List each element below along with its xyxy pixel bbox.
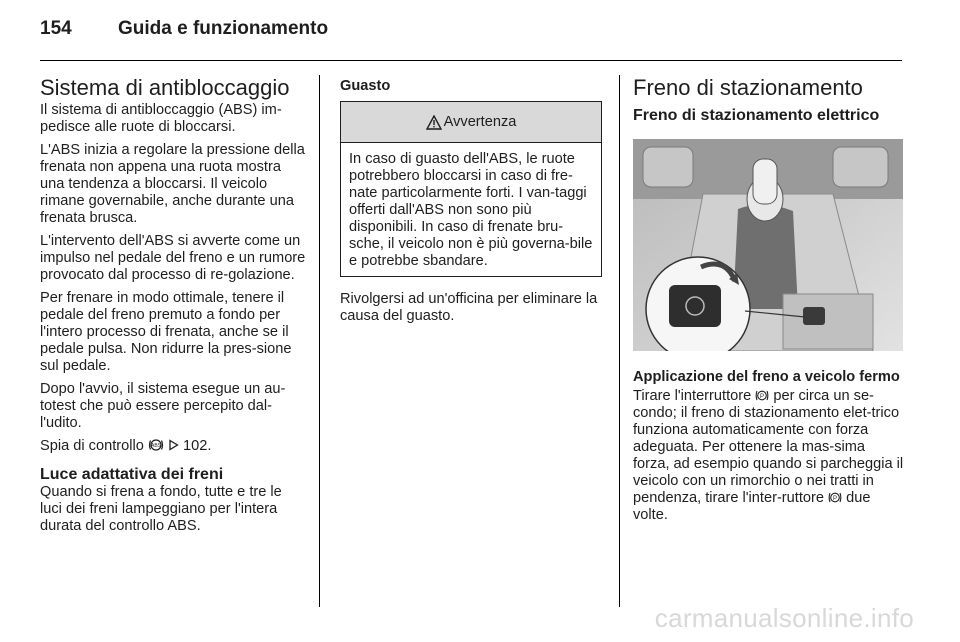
section-title-parking-brake: Freno di stazionamento	[633, 75, 863, 100]
watermark: carmanualsonline.info	[654, 603, 914, 633]
subheading-fault: Guasto	[340, 78, 391, 94]
paragraph-apply-brake	[633, 388, 905, 524]
column-middle	[340, 74, 602, 331]
body-part-3: due volte.	[633, 490, 871, 523]
header-divider	[40, 60, 902, 61]
svg-text:P: P	[760, 393, 765, 400]
warning-label: Avvertenza	[443, 113, 517, 130]
column-divider-2	[619, 75, 620, 607]
subheading-apply-brake: Applicazione del freno a veicolo fermo	[633, 369, 900, 385]
parking-brake-icon	[755, 389, 769, 402]
paragraph: Dopo l'avvio, il sistema esegue un au-totest che può essere percepito dal-l'udito.	[40, 381, 286, 431]
warning-triangle-icon	[426, 115, 442, 130]
parking-brake-icon	[828, 491, 842, 504]
subtitle-electric-parking-brake: Freno di stazionamento elettrico	[633, 107, 880, 124]
abs-warning-icon	[148, 438, 164, 452]
paragraph: Rivolgersi ad un'officina per eliminare la causa del guasto.	[340, 291, 598, 324]
warning-header	[341, 102, 601, 143]
page-number: 154	[40, 18, 72, 39]
svg-text:ABS: ABS	[150, 443, 161, 449]
column-right	[633, 74, 905, 530]
control-light-label: Spia di controllo	[40, 438, 144, 454]
column-left	[40, 74, 306, 541]
body-part-1: Tirare l'interruttore	[633, 388, 752, 404]
paragraph: L'ABS inizia a regolare la pressione della frenata non appena una ruota mostra una tendenza a bloccarsi. Il veicolo rimane governabile, anche durante una frenata brusca.	[40, 142, 305, 226]
subheading-brake-lights: Luce adattativa dei freni	[40, 466, 224, 483]
column-divider-1	[319, 75, 320, 607]
section-title-abs: Sistema di antibloccaggio	[40, 75, 290, 100]
warning-body: In caso di guasto dell'ABS, le ruote potrebbero bloccarsi in caso di fre-nate particolarmente forti. I van-taggi offerti dall'ABS non sono più disponibili. In caso di frenate bru-sche, il veicolo non è più governa-bile e potrebbe sbandare.	[349, 151, 593, 269]
page-reference: 102.	[183, 438, 212, 454]
paragraph: Il sistema di antibloccaggio (ABS) im-pedisce alle ruote di bloccarsi.	[40, 102, 282, 135]
parking-brake-switch-photo	[633, 139, 903, 351]
page-header	[40, 14, 920, 54]
control-light-line	[40, 438, 306, 455]
svg-text:P: P	[833, 495, 838, 502]
paragraph: Per frenare in modo ottimale, tenere il pedale del freno premuto a fondo per l'intero processo di frenata, anche se il pedale pulsa. Non ridurre la pres-sione sul pedale.	[40, 290, 292, 374]
paragraph: L'intervento dell'ABS si avverte come un impulso nel pedale del freno e un rumore provocato dal processo di re-golazione.	[40, 233, 306, 283]
warning-box	[340, 101, 602, 277]
paragraph: Quando si frena a fondo, tutte e tre le luci dei freni lampeggiano per l'intera durata del controllo ABS.	[40, 484, 282, 534]
body-part-2: per circa un se-condo; il freno di stazionamento elet-trico funziona automaticamente con forza adeguata. Per ottenere la mas-sima forza, ad esempio quando si parcheggia il veicolo con un rimorchio o nei tratti in pendenza, tirare l'inter-ruttore	[633, 388, 904, 506]
chapter-title: Guida e funzionamento	[118, 18, 329, 39]
page-reference-icon	[168, 439, 179, 451]
